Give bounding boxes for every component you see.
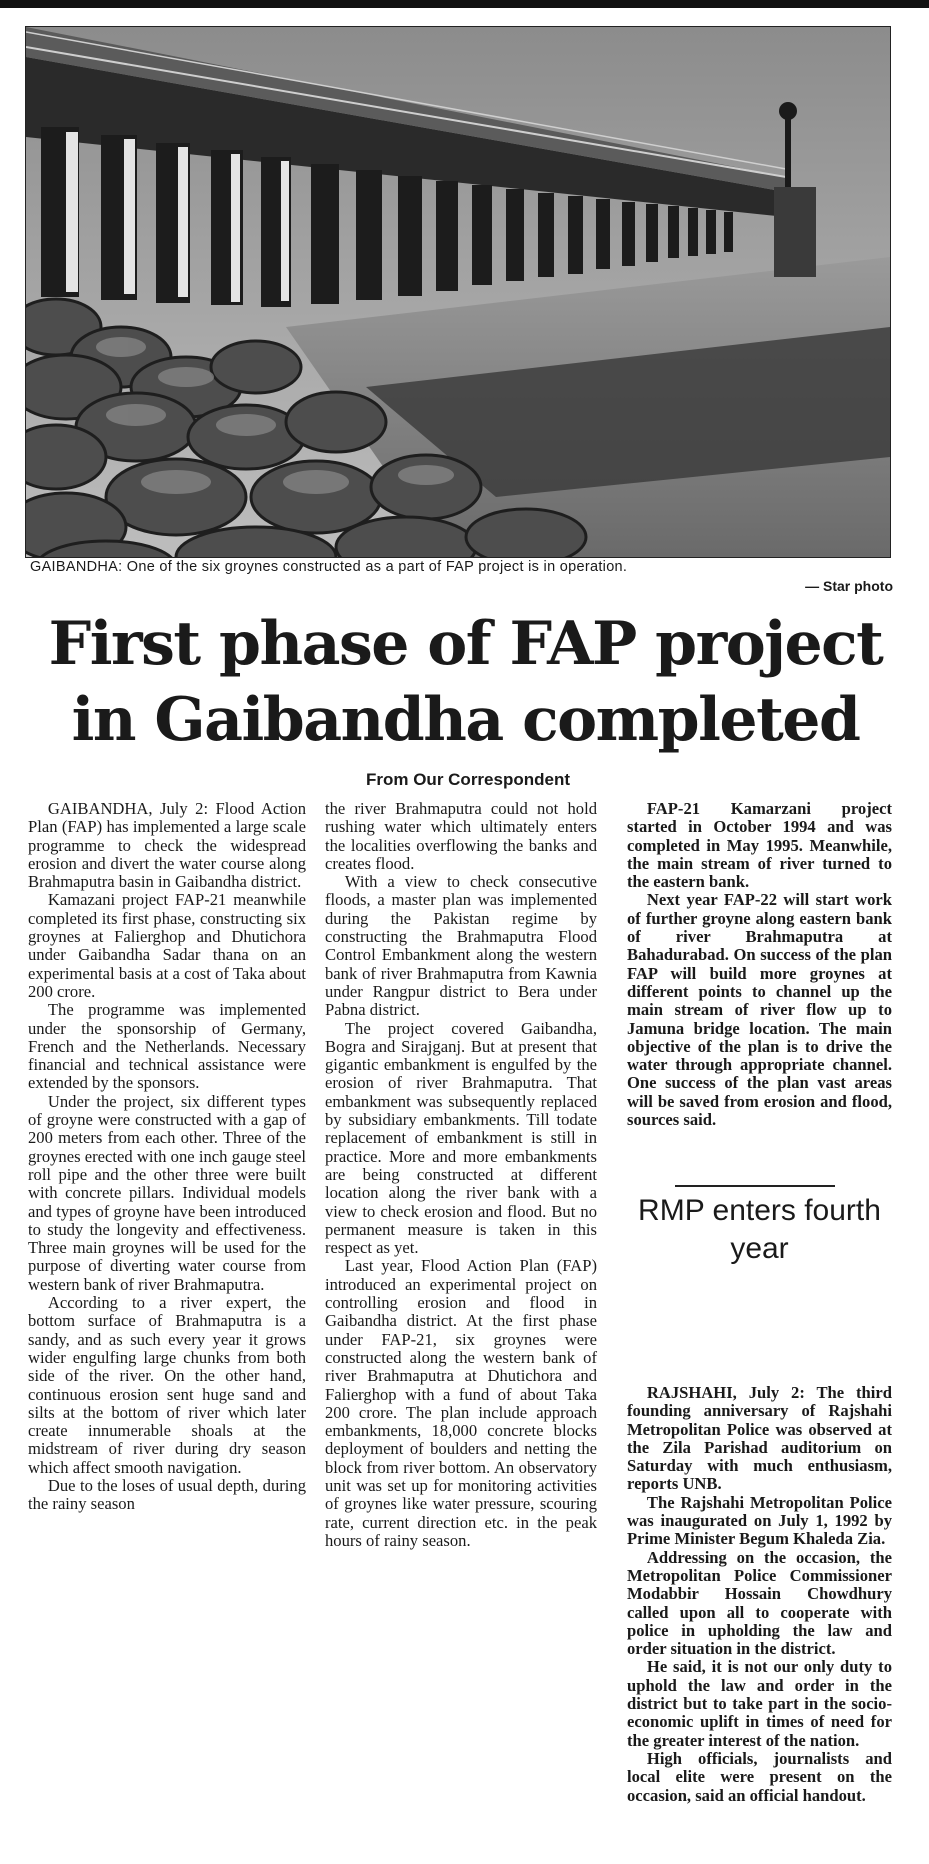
sidebar-divider xyxy=(675,1185,835,1187)
article-headline: First phase of FAP project in Gaibandha completed xyxy=(48,609,883,755)
article-paragraph: the river Brahmaputra could not hold rushing water which ultimately enters the localities overflowing the banks and creates flood. xyxy=(325,799,597,873)
sidebar-paragraph: RAJSHAHI, July 2: The third founding anniversary of Rajshahi Metropolitan Police was observed at the Zila Parishad auditorium on Saturday with much enthusiasm, reports UNB. xyxy=(627,1383,892,1494)
article-paragraph: Kamazani project FAP-21 meanwhile completed its first phase, constructing six groynes at Falierghop and Dhutichora under Gaibandha Sadar thana on an experimental basis at a cost of Taka about 200 crore. xyxy=(28,890,306,1001)
article-column-1 xyxy=(28,800,306,1514)
photo-caption: GAIBANDHA: One of the six groynes constructed as a part of FAP project is in operation. xyxy=(30,559,628,575)
article-paragraph: With a view to check consecutive floods, a master plan was implemented during the Pakistan regime by constructing the Brahmaputra Flood Control Embankment along the western bank of river Brahmaputra from Kawnia under Rangpur district to Bera under Pabna district. xyxy=(325,872,597,1020)
sidebar-paragraph: High officials, journalists and local elite were present on the occasion, said an official handout. xyxy=(627,1748,892,1805)
sidebar-paragraph: The Rajshahi Metropolitan Police was inaugurated on July 1, 1992 by Prime Minister Begum Khaleda Zia. xyxy=(627,1492,892,1549)
article-paragraph: The project covered Gaibandha, Bogra and Sirajganj. But at present that gigantic embankment is engulfed by the erosion of river Brahmaputra. That embankment was subsequently replaced by subsidiary embankments. Till todate replacement of embankment is still in practice. More and more embankments are being constructed at different location along the river bank with a view to check erosion and flood. But no permanent measure is taken in this respect as yet. xyxy=(325,1018,597,1258)
news-photo-groyne xyxy=(25,26,891,558)
article-paragraph: Next year FAP-22 will start work of further groyne along eastern bank of river Brahmaputra at Bahadurabad. On success of the plan FAP will build more groynes at different points to channel up the main stream of river flow up to Jamuna bridge location. The main objective of the plan is to drive the water through appropriate channel. One success of the plan vast areas will be saved from erosion and flood, sources said. xyxy=(627,890,892,1130)
article-paragraph: Under the project, six different types of groyne were constructed with a gap of 200 meters from each other. Three of the groynes erected with one inch gauge steel roll pipe and the other three were built with concrete pillars. Individual models and types of groyne have been introduced to study the longevity and effectiveness. Three main groynes will be used for the purpose of diverting water course from western bank of river Brahmaputra. xyxy=(28,1091,306,1294)
article-paragraph: FAP-21 Kamarzani project started in October 1994 and was completed in May 1995. Meanwhile, the main stream of river turned to the eastern bank. xyxy=(627,799,892,892)
photo-credit: — Star photo xyxy=(805,578,893,594)
page-top-border xyxy=(0,0,929,8)
article-byline: From Our Correspondent xyxy=(365,770,570,789)
sidebar-paragraph: Addressing on the occasion, the Metropolitan Police Commissioner Modabbir Hossain Chowdhury called upon all to cooperate with police in upholding the law and order situation in the district. xyxy=(627,1547,892,1659)
article-paragraph: According to a river expert, the bottom surface of Brahmaputra is a sandy, and as such every year it grows wider engulfing large chunks from both side of the river. On the other hand, continuous erosion sent huge sand and silts at the bottom of river which later create innumerable shoals at the midstream of river during dry season which affect smooth navigation. xyxy=(28,1293,306,1477)
sidebar-article-body xyxy=(627,1384,892,1805)
article-paragraph: GAIBANDHA, July 2: Flood Action Plan (FAP) has implemented a large scale programme to check the widespread erosion and divert the water course along Brahmaputra basin in Gaibandha district. xyxy=(28,799,306,892)
article-paragraph: Due to the loses of usual depth, during the rainy season xyxy=(28,1475,306,1514)
sidebar-paragraph: He said, it is not our only duty to uphold the law and order in the district but to take part in the socio-economic uplift in times of need for the greater interest of the nation. xyxy=(627,1657,892,1750)
article-column-2 xyxy=(325,800,597,1550)
sidebar-headline: RMP enters fourth year xyxy=(638,1194,881,1265)
article-column-3 xyxy=(627,800,892,1129)
article-paragraph: The programme was implemented under the sponsorship of Germany, French and the Netherlands. Necessary financial and technical assistance were extended by the sponsors. xyxy=(28,1000,306,1093)
article-paragraph: Last year, Flood Action Plan (FAP) introduced an experimental project on controlling erosion and flood in Gaibandha district. At the first phase under FAP-21, six groynes were constructed along the western bank of river Brahmaputra at Dhutichora and Falierghop with a fund of about Taka 200 crore. The plan include approach embankments, 18,000 concrete blocks deployment of boulders and netting the block from river bottom. An observatory unit was set up for monitoring activities of groynes like water pressure, scouring rate, current direction etc. in the peak hours of rainy season. xyxy=(325,1256,597,1550)
